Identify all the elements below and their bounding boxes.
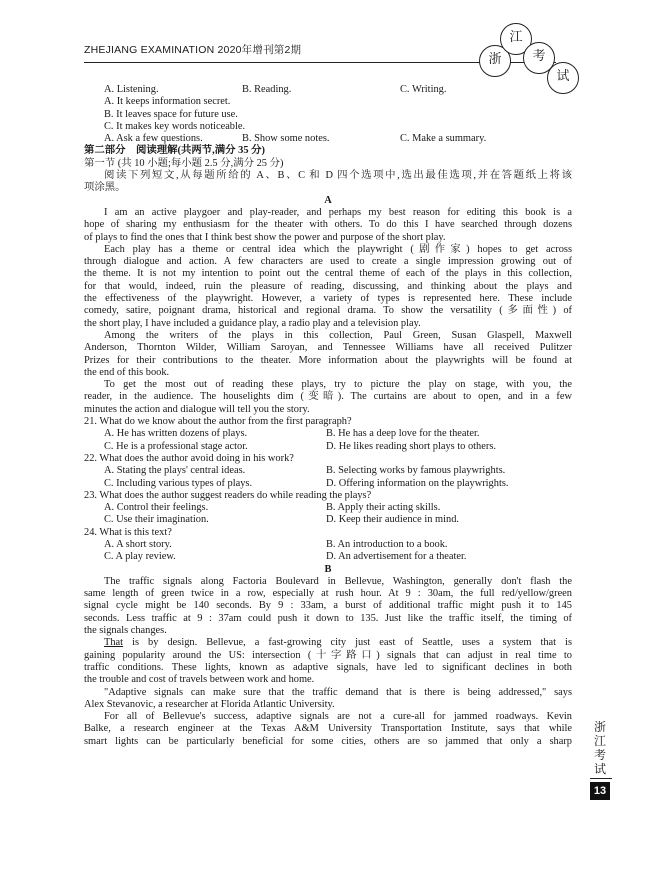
text-line: To get the most out of reading these plays, try to picture the play on stage, with you, the — [104, 379, 572, 391]
text-line — [84, 637, 572, 649]
text-line: same length of green twice in a row, especially at rush hour. At 9 : 30am, the full red/yellow/green — [84, 588, 572, 600]
section-heading: A — [324, 194, 332, 206]
text-line: seconds. Less traffic at 9 : 37am could push it down to 135. Just like the traffic itself, the timing of — [84, 612, 572, 624]
option: B. He has a deep love for the theater. — [326, 428, 480, 440]
part-heading: 第二部分 阅读理解(共两节,满分 35 分) — [84, 145, 265, 157]
side-char: 浙 — [593, 720, 606, 734]
option: C. Writing. — [400, 84, 447, 95]
option: A. Ask a few questions. — [104, 133, 203, 145]
text-line: Alex Stevanovic, a researcher at Florida Atlantic University. — [84, 698, 335, 710]
text-line: the end of this book. — [84, 366, 170, 378]
option: D. He likes reading short plays to others. — [326, 440, 496, 452]
text-line: through dialogue and action. A few characters are used to create a single impression growing out of — [84, 256, 572, 268]
text-line: A. It keeps information secret. — [104, 96, 231, 108]
seal-char: 考 — [523, 42, 555, 74]
option-row — [84, 133, 572, 145]
side-char: 考 — [593, 748, 606, 762]
text-line: the signals changes. — [84, 625, 167, 637]
text-line: the theme. It is not my intention to point out the central theme of each of the plays in this collection, — [84, 268, 572, 280]
text-line: I am an active playgoer and play-reader, and perhaps my best reason for editing this book is a — [104, 206, 572, 218]
option-row — [84, 514, 572, 526]
option-row — [84, 551, 572, 563]
text-line: of plays to find the ones that I think best show the power and purpose of the short play. — [84, 231, 446, 243]
text-line: 阅读下列短文,从每题所给的 A、B、C 和 D 四个选项中,选出最佳选项,并在答题纸上将该 — [104, 170, 572, 182]
text-line: C. It makes key words noticeable. — [104, 120, 246, 132]
option: D. An advertisement for a theater. — [326, 551, 467, 563]
option: A. A short story. — [104, 538, 172, 550]
option-row — [84, 478, 572, 490]
option: C. He is a professional stage actor. — [104, 440, 248, 452]
text-line: signal cycle might be 140 seconds. By 9 : 33am, a burst of additional traffic might push it to 145 — [84, 600, 572, 612]
page-number: 13 — [590, 782, 610, 800]
text-line: 24. What is this text? — [84, 526, 172, 538]
text-line: the trouble and cost of travels between work and home. — [84, 674, 315, 686]
side-char: 江 — [593, 734, 606, 748]
text-line: the effectiveness of the playwright. However, a variety of types is represented here. These include — [84, 293, 572, 305]
text-line: 项涂黑。 — [84, 182, 126, 194]
option-row — [84, 502, 572, 514]
text-line: comedy, satire, poignant drama, historical and regional drama. To show the versatility (多面性) of — [84, 305, 572, 317]
text-line: traffic conditions. These lights, known as adaptive signals, have led to significant declines in both — [84, 661, 572, 673]
text-line: Prizes for their contributions to the theater. More information about the playwrights will be found at — [84, 354, 572, 366]
header-title: ZHEJIANG EXAMINATION 2020年增刊第2期 — [84, 44, 302, 56]
side-char: 试 — [593, 762, 606, 776]
text-line: minutes the action and dialogue will tell you the story. — [84, 403, 310, 415]
text-line: smart lights can be particularly beneficial for some cities, others are so jammed that only a sharp — [84, 735, 572, 747]
option: B. Reading. — [242, 84, 292, 95]
option: C. Make a summary. — [400, 133, 487, 145]
option: A. He has written dozens of plays. — [104, 428, 248, 440]
text-line: the short play, I have included a guidance play, a radio play and a television play. — [84, 317, 421, 329]
text-line: "Adaptive signals can make sure that the traffic demand that is there is being addressed," says — [104, 686, 572, 698]
underlined-word: That — [104, 637, 124, 649]
side-label — [591, 720, 609, 776]
text-line: For all of Bellevue's success, adaptive signals are not a cure-all for jammed roadways. Kevin — [104, 711, 572, 723]
option-row — [84, 441, 572, 453]
option: C. A play review. — [104, 551, 176, 563]
text-line: 23. What does the author suggest readers do while reading the plays? — [84, 489, 372, 501]
option: B. Selecting works by famous playwrights. — [326, 465, 506, 477]
side-rule — [590, 778, 612, 779]
option: C. Including various types of plays. — [104, 477, 253, 489]
text-line: B. It leaves space for future use. — [104, 108, 238, 120]
text-line: Among the writers of the plays in this collection, Paul Green, Susan Glaspell, Maxwell — [104, 329, 572, 341]
text-line: Balke, a research engineer at the Texas A&M University Transportation Institute, says that while — [84, 723, 572, 735]
text-line: 21. What do we know about the author from the first paragraph? — [84, 416, 352, 428]
text-line: for that would, indeed, ruin the pleasure of reading, discussing, and thinking about the plays and — [84, 280, 572, 292]
option: B. Apply their acting skills. — [326, 502, 441, 514]
option: B. An introduction to a book. — [326, 538, 448, 550]
text-line: gaining popularity around the US: intersection (十字路口) signals that can adjust in real time to — [84, 649, 572, 661]
text-line: reader, in the audience. The houselights dim (变暗). The curtains are about to open, and in a few — [84, 391, 572, 403]
text-line: Anderson, Thornton Wilder, William Saroyan, and Tennessee Williams have all received Pulitzer — [84, 342, 572, 354]
text-line: 22. What does the author avoid doing in his work? — [84, 452, 294, 464]
text-run: is by design. Bellevue, a fast-growing city just east of Seattle, uses a system that is — [123, 637, 572, 649]
option-row — [84, 84, 572, 96]
option: D. Offering information on the playwrights. — [326, 477, 509, 489]
option: B. Show some notes. — [242, 133, 330, 145]
text-line: hope of sharing my enthusiasm for the theater with others. To do this I have searched through dozens — [84, 219, 572, 231]
option: C. Use their imagination. — [104, 514, 209, 526]
option-row — [84, 465, 572, 477]
section-heading: B — [324, 563, 332, 575]
seal-char: 试 — [547, 62, 579, 94]
seal-char: 江 — [500, 23, 532, 55]
text-line: 第一节 (共 10 小题;每小题 2.5 分,满分 25 分) — [84, 157, 284, 169]
option: A. Control their feelings. — [104, 502, 209, 514]
option: A. Stating the plays' central ideas. — [104, 465, 246, 477]
option: D. Keep their audience in mind. — [326, 514, 460, 526]
document-body — [84, 84, 572, 748]
option: A. Listening. — [104, 84, 159, 95]
text-line: The traffic signals along Factoria Boulevard in Bellevue, Washington, generally don't flash the — [104, 575, 572, 587]
text-line: Each play has a theme or central idea which the playwright (剧作家) hopes to get across — [104, 243, 572, 255]
option-row — [84, 539, 572, 551]
option-row — [84, 428, 572, 440]
seal-char: 浙 — [479, 45, 511, 77]
